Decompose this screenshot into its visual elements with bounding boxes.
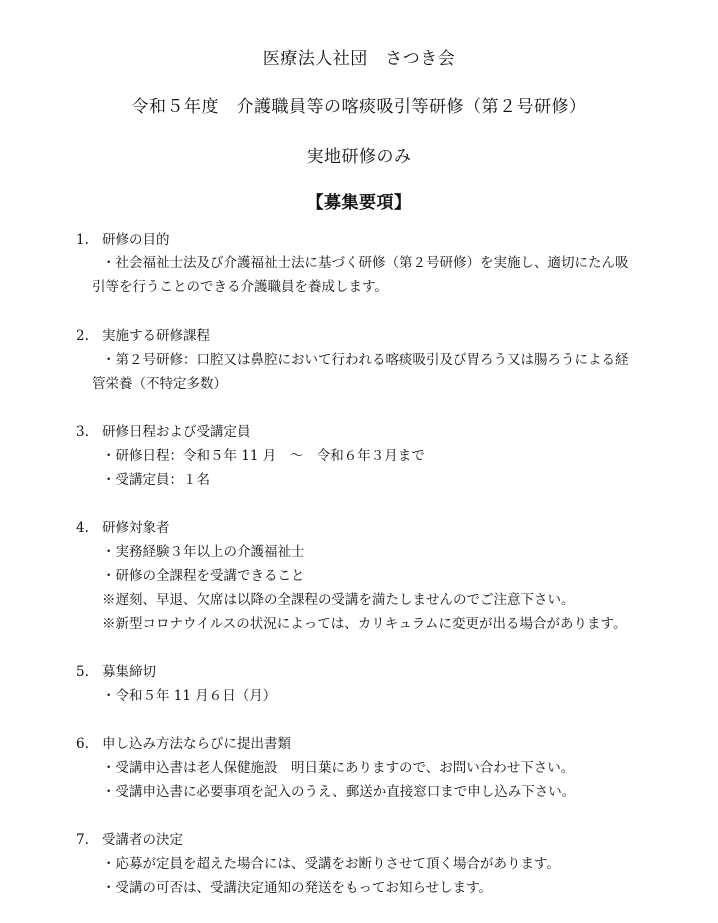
section-5-heading: [76, 660, 156, 680]
section-title: 受講者の決定: [102, 832, 183, 848]
section-2-line: 管栄養（不特定多数）: [92, 376, 227, 392]
section-number: 3.: [76, 424, 89, 440]
section-4-line: ・実務経験３年以上の介護福祉士: [102, 544, 305, 560]
section-1-line: ・社会福祉士法及び介護福祉士法に基づく研修（第２号研修）を実施し、適切にたん吸: [102, 255, 629, 271]
section-title: 募集締切: [102, 664, 156, 680]
organization-title: 医療法人社団 さつき会: [262, 49, 456, 69]
section-3-line: ・受講定員：１名: [102, 472, 210, 488]
section-title: 研修日程および受講定員: [102, 424, 251, 440]
section-title: 研修の目的: [102, 232, 170, 248]
section-2-heading: [76, 324, 210, 344]
section-title: 申し込み方法ならびに提出書類: [102, 736, 291, 752]
program-title: 令和５年度 介護職員等の喀痰吸引等研修（第２号研修）: [131, 97, 587, 117]
section-7-line: ・受講の可否は、受講決定通知の発送をもってお知らせします。: [102, 880, 493, 896]
section-6-line: ・受講申込書は老人保健施設 明日葉にありますので、お問い合わせ下さい。: [102, 760, 575, 776]
section-7-heading: [76, 828, 183, 848]
section-1-heading: [76, 228, 170, 248]
section-3-line: ・研修日程：令和５年 11 月 ～ 令和６年３月まで: [102, 448, 425, 464]
section-3-heading: [76, 420, 251, 440]
program-subtitle: 実地研修のみ: [306, 147, 412, 167]
section-1-line: 引等を行うことのできる介護職員を養成します。: [92, 279, 388, 295]
section-number: 7.: [76, 832, 89, 848]
section-title: 研修対象者: [102, 520, 170, 536]
section-title: 実施する研修課程: [102, 328, 210, 344]
section-6-line: ・受講申込書に必要事項を記入のうえ、郵送か直接窓口まで申し込み下さい。: [102, 784, 576, 800]
section-4-note: ※新型コロナウイルスの状況によっては、カリキュラムに変更が出る場合があります。: [102, 616, 627, 632]
section-4-note: ※遅刻、早退、欠席は以降の全課程の受講を満たしませんのでご注意下さい。: [102, 592, 575, 608]
section-number: 6.: [76, 736, 89, 752]
section-7-line: ・応募が定員を超えた場合には、受講をお断りさせて頂く場合があります。: [102, 856, 560, 872]
section-number: 5.: [76, 664, 89, 680]
recruitment-heading: 【募集要項】: [306, 193, 412, 213]
section-2-line: ・第２号研修：口腔又は鼻腔において行われる喀痰吸引及び胃ろう又は腸ろうによる経: [102, 352, 629, 368]
section-number: 2.: [76, 328, 89, 344]
section-number: 1.: [76, 232, 89, 248]
section-5-line: ・令和５年 11 月６日（月）: [102, 688, 277, 704]
section-4-line: ・研修の全課程を受講できること: [102, 568, 305, 584]
section-number: 4.: [76, 520, 89, 536]
section-6-heading: [76, 732, 291, 752]
section-4-heading: [76, 516, 170, 536]
